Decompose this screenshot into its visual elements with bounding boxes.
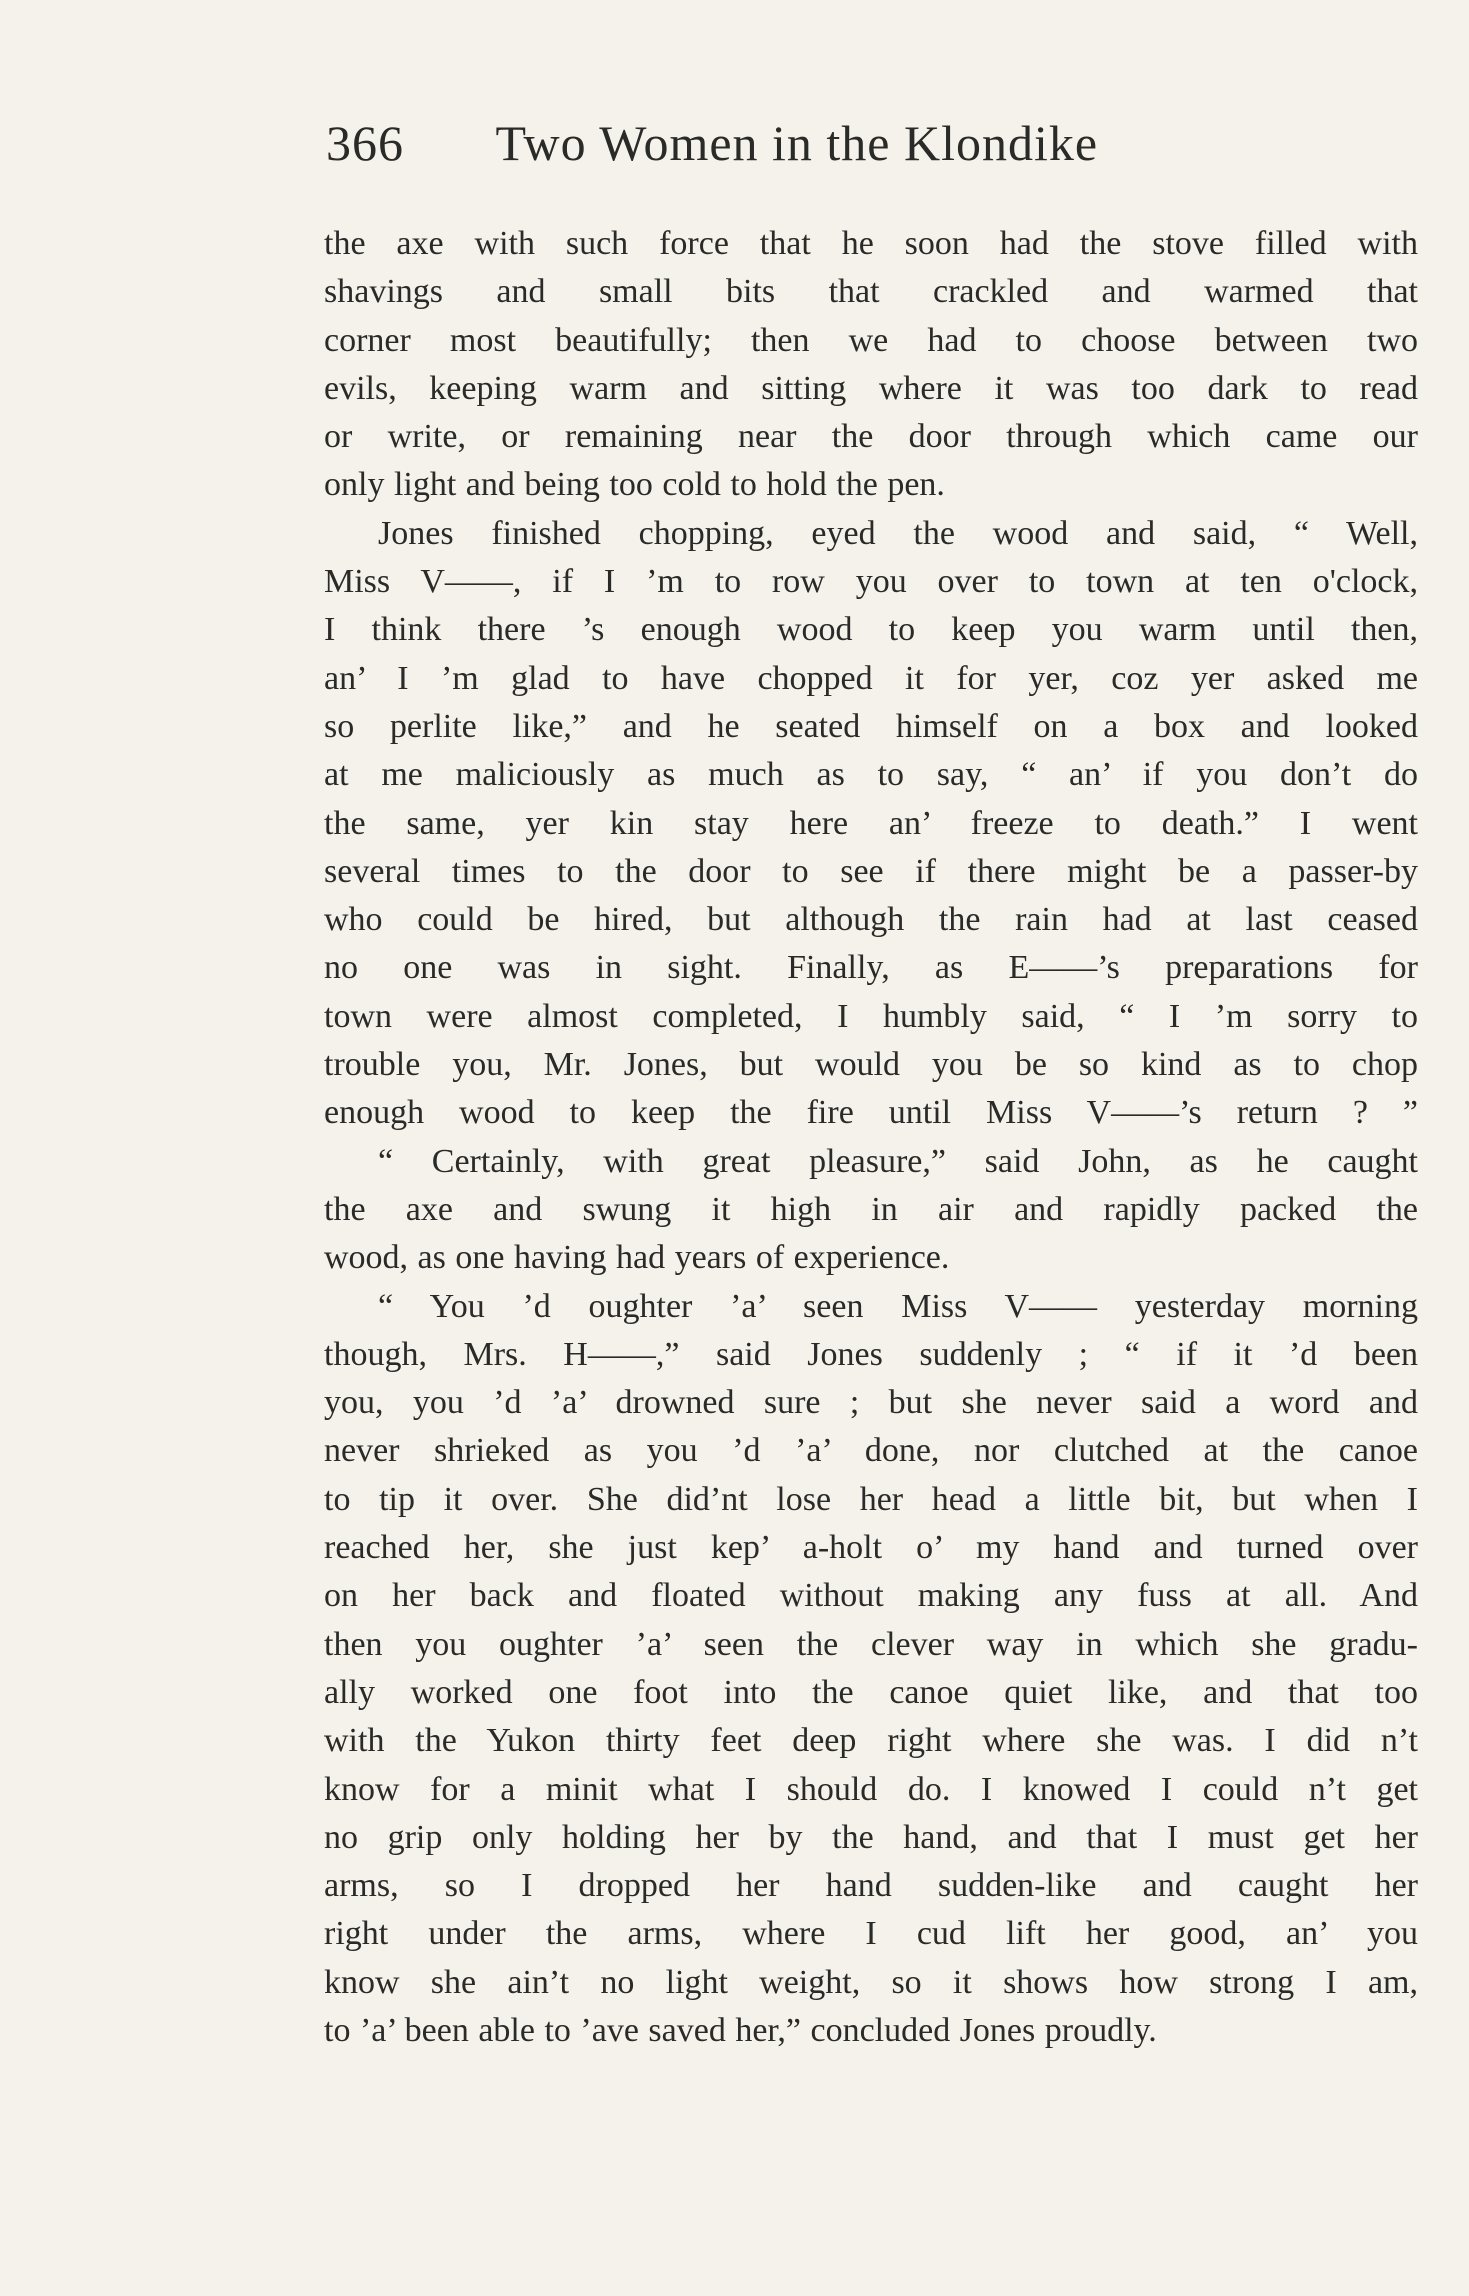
text-line: wood, as one having had years of experience. bbox=[324, 1239, 950, 1277]
text-line: corner most beautifully; then we had to choose between two bbox=[324, 321, 1418, 359]
text-line: know for a minit what I should do. I knowed I could n’t get bbox=[324, 1770, 1418, 1808]
text-line: several times to the door to see if there might be a passer-by bbox=[324, 852, 1418, 890]
text-line: right under the arms, where I cud lift her good, an’ you bbox=[324, 1915, 1418, 1953]
text-line: never shrieked as you ’d ’a’ done, nor clutched at the canoe bbox=[324, 1432, 1418, 1470]
text-line: an’ I ’m glad to have chopped it for yer, coz yer asked me bbox=[324, 659, 1418, 697]
text-line: then you oughter ’a’ seen the clever way in which she gradu- bbox=[324, 1625, 1418, 1663]
text-line: town were almost completed, I humbly said, “ I ’m sorry to bbox=[324, 997, 1418, 1035]
page-number: 366 bbox=[326, 115, 404, 171]
text-line: arms, so I dropped her hand sudden-like and caught her bbox=[324, 1867, 1418, 1905]
text-line: ally worked one foot into the canoe quiet like, and that too bbox=[324, 1673, 1418, 1711]
text-line: shavings and small bits that crackled and warmed that bbox=[324, 273, 1418, 311]
text-line: you, you ’d ’a’ drowned sure ; but she never said a word and bbox=[324, 1384, 1418, 1422]
running-title: Two Women in the Klondike bbox=[495, 115, 1099, 171]
text-line: no one was in sight. Finally, as E——’s preparations for bbox=[324, 949, 1418, 987]
text-line: Miss V——, if I ’m to row you over to town at ten o'clock, bbox=[324, 563, 1418, 601]
text-line: who could be hired, but although the rain had at last ceased bbox=[324, 901, 1418, 939]
text-line: Jones finished chopping, eyed the wood and said, “ Well, bbox=[378, 514, 1418, 552]
text-line: “ You ’d oughter ’a’ seen Miss V—— yesterday morning bbox=[378, 1287, 1418, 1325]
text-line: enough wood to keep the fire until Miss V——’s return ? ” bbox=[324, 1094, 1418, 1132]
text-line: to ’a’ been able to ’ave saved her,” concluded Jones proudly. bbox=[324, 2011, 1157, 2049]
text-line: know she ain’t no light weight, so it shows how strong I am, bbox=[324, 1963, 1418, 2001]
text-line: trouble you, Mr. Jones, but would you be so kind as to chop bbox=[324, 1046, 1418, 1084]
text-line: the same, yer kin stay here an’ freeze to death.” I went bbox=[324, 804, 1418, 842]
text-line: reached her, she just kep’ a-holt o’ my hand and turned over bbox=[324, 1529, 1418, 1567]
page-header bbox=[326, 108, 1426, 178]
text-line: or write, or remaining near the door through which came our bbox=[324, 418, 1418, 456]
text-line: at me maliciously as much as to say, “ an’ if you don’t do bbox=[324, 756, 1418, 794]
text-line: evils, keeping warm and sitting where it was too dark to read bbox=[324, 369, 1418, 407]
text-line: the axe with such force that he soon had the stove filled with bbox=[324, 225, 1418, 262]
body-text bbox=[324, 220, 1418, 2055]
text-line: no grip only holding her by the hand, and that I must get her bbox=[324, 1818, 1418, 1856]
text-line: the axe and swung it high in air and rapidly packed the bbox=[324, 1190, 1418, 1228]
text-line: though, Mrs. H——,” said Jones suddenly ; “ if it ’d been bbox=[324, 1335, 1418, 1373]
text-line: only light and being too cold to hold the pen. bbox=[324, 466, 945, 504]
text-line: so perlite like,” and he seated himself on a box and looked bbox=[324, 707, 1418, 745]
text-line: on her back and floated without making any fuss at all. And bbox=[324, 1577, 1418, 1615]
text-line: to tip it over. She did’nt lose her head a little bit, but when I bbox=[324, 1480, 1418, 1518]
text-line: “ Certainly, with great pleasure,” said John, as he caught bbox=[378, 1142, 1418, 1180]
text-line: I think there ’s enough wood to keep you warm until then, bbox=[324, 611, 1418, 649]
text-line: with the Yukon thirty feet deep right where she was. I did n’t bbox=[324, 1722, 1418, 1760]
